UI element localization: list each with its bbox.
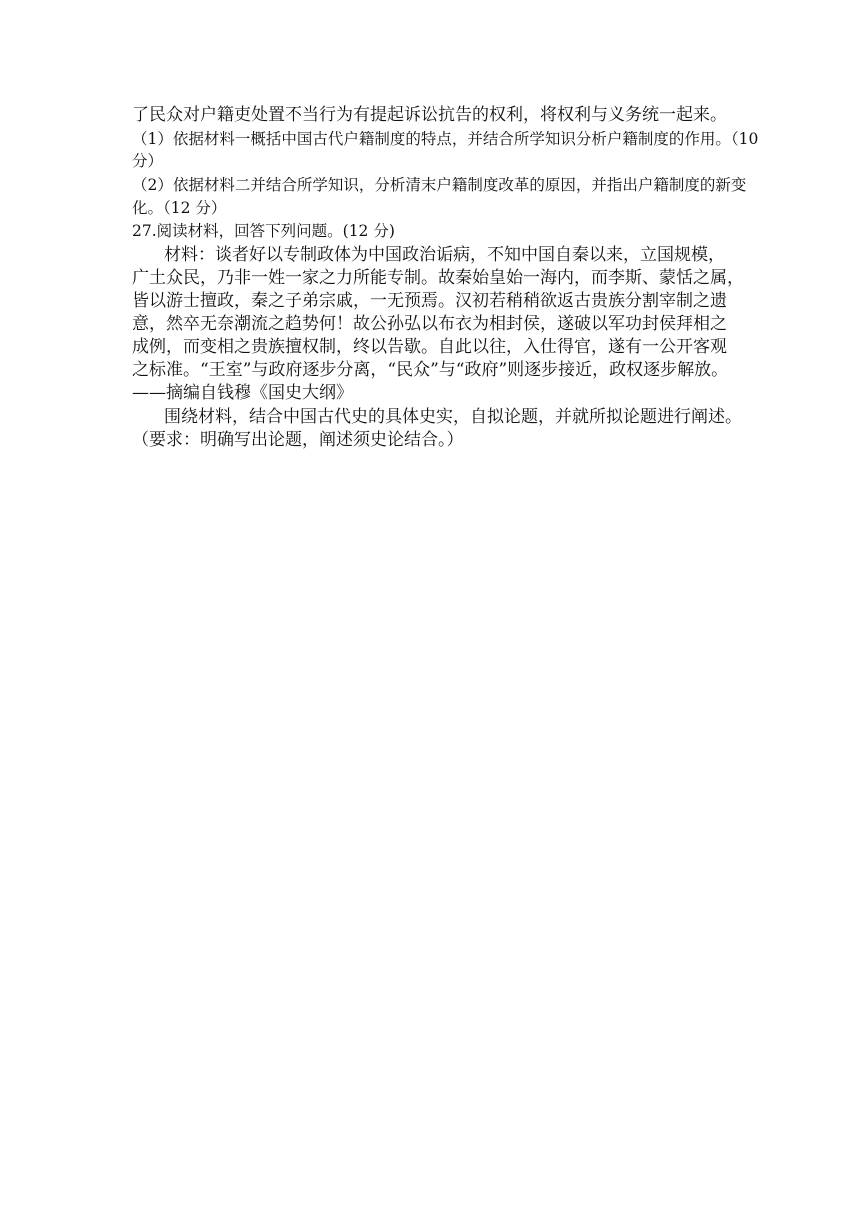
material-line-2: 广土众民，乃非一姓一家之力所能专制。故秦始皇始一海内，而李斯、蒙恬之属， (132, 268, 744, 288)
material-source: ——摘编自钱穆《国史大纲》 (132, 383, 353, 403)
material-line-3: 皆以游士擅政，秦之子弟宗戚，一无预焉。汉初若稍稍欲返古贵族分割宰制之遗 (132, 291, 727, 311)
material-line-5: 成例，而变相之贵族擅权制，终以告歇。自此以往，入仕得官，遂有一公开客观 (132, 337, 727, 357)
text-line-1: 了民众对户籍吏处置不当行为有提起诉讼抗告的权利，将权利与义务统一起来。 (132, 105, 727, 125)
question-1-line-2: 分） (132, 152, 164, 170)
question-2-line-2: 化。（12 分） (132, 199, 227, 217)
task-line-2: （要求：明确写出论题，阐述须史论结合。） (132, 430, 464, 450)
question-1-line-1: （1）依据材料一概括中国古代户籍制度的特点，并结合所学知识分析户籍制度的作用。（10 (132, 130, 759, 148)
question-27-heading: 27.阅读材料，回答下列问题。(12 分) (132, 222, 395, 240)
question-2-line-1: （2）依据材料二并结合所学知识，分析清末户籍制度改革的原因，并指出户籍制度的新变 (132, 176, 747, 194)
material-line-6: 之标准。“王室”与政府逐步分离，“民众”与“政府”则逐步接近，政权逐步解放。 (132, 360, 729, 380)
material-line-4: 意，然卒无奈潮流之趋势何！故公孙弘以布衣为相封侯，遂破以军功封侯拜相之 (132, 314, 727, 334)
task-line-1: 围绕材料，结合中国古代史的具体史实，自拟论题，并就所拟论题进行阐述。 (164, 407, 742, 427)
material-line-1: 材料：谈者好以专制政体为中国政治诟病，不知中国自秦以来，立国规模， (164, 245, 725, 265)
